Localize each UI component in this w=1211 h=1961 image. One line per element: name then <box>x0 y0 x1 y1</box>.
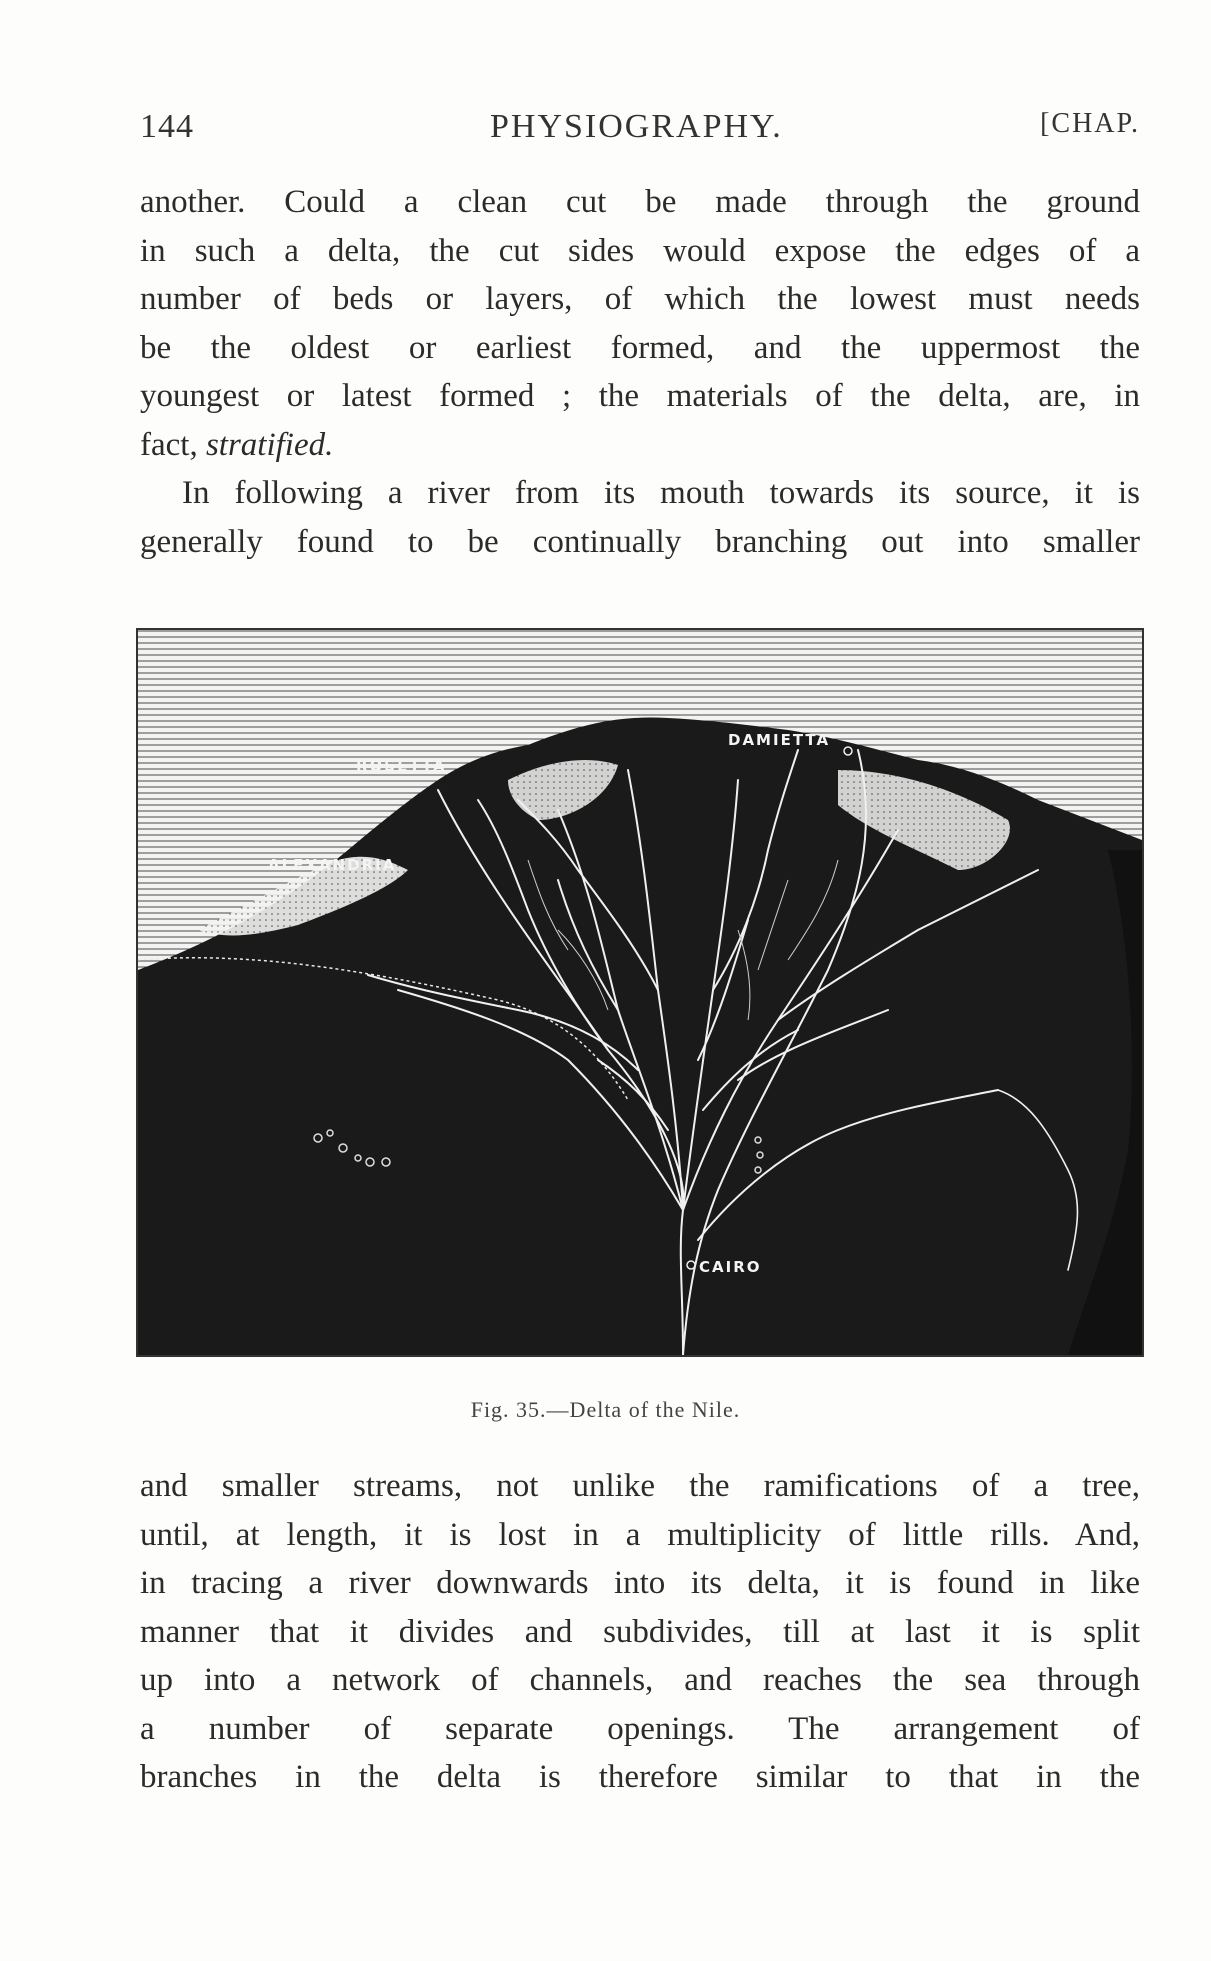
running-title: PHYSIOGRAPHY. <box>490 108 783 145</box>
label-damietta: DAMIETTA <box>728 731 831 749</box>
text-line: in tracing a river downwards into its delta, it is found in like <box>140 1565 1140 1601</box>
text-line: manner that it divides and subdivides, till at last it is split <box>140 1613 1140 1650</box>
italic-term: stratified. <box>205 426 334 463</box>
text-line: a number of separate openings. The arrangement of <box>140 1710 1140 1747</box>
label-cairo: CAIRO <box>699 1258 762 1276</box>
top-text-block <box>140 178 1140 566</box>
figure-caption: Fig. 35.—Delta of the Nile. <box>470 1397 741 1422</box>
paragraph-continued <box>140 178 1140 469</box>
text-line: branches in the delta is therefore similar to that in the <box>140 1759 1140 1795</box>
paragraph-river <box>140 469 1140 566</box>
text-line <box>140 421 1140 470</box>
text-line: until, at length, it is lost in a multiplicity of little rills. And, <box>140 1516 1140 1553</box>
text-line: in such a delta, the cut sides would expose the edges of a <box>140 232 1140 269</box>
text-line: In following a river from its mouth towards its source, it is <box>182 475 1140 511</box>
delta-map <box>138 630 1142 1355</box>
text-line: number of beds or layers, of which the lowest must needs <box>140 281 1140 317</box>
label-rosetta: ROSETTA <box>356 757 447 775</box>
text-line: generally found to be continually branching out into smaller <box>140 523 1140 560</box>
text-fragment: fact, <box>140 426 206 463</box>
text-line: be the oldest or earliest formed, and the uppermost the <box>140 329 1140 366</box>
bottom-text-block <box>140 1462 1140 1802</box>
text-line: and smaller streams, not unlike the ramifications of a tree, <box>140 1468 1140 1504</box>
label-alexandria: ALEXANDRIA <box>268 856 397 874</box>
page-number: 144 <box>140 108 194 145</box>
chapter-marker: [CHAP. <box>1040 108 1140 139</box>
page-header <box>140 108 1140 152</box>
text-line: another. Could a clean cut be made through the ground <box>140 184 1140 220</box>
text-line: up into a network of channels, and reaches the sea through <box>140 1662 1140 1698</box>
nile-delta-figure <box>136 628 1144 1357</box>
text-line: youngest or latest formed ; the materials of the delta, are, in <box>140 378 1140 414</box>
